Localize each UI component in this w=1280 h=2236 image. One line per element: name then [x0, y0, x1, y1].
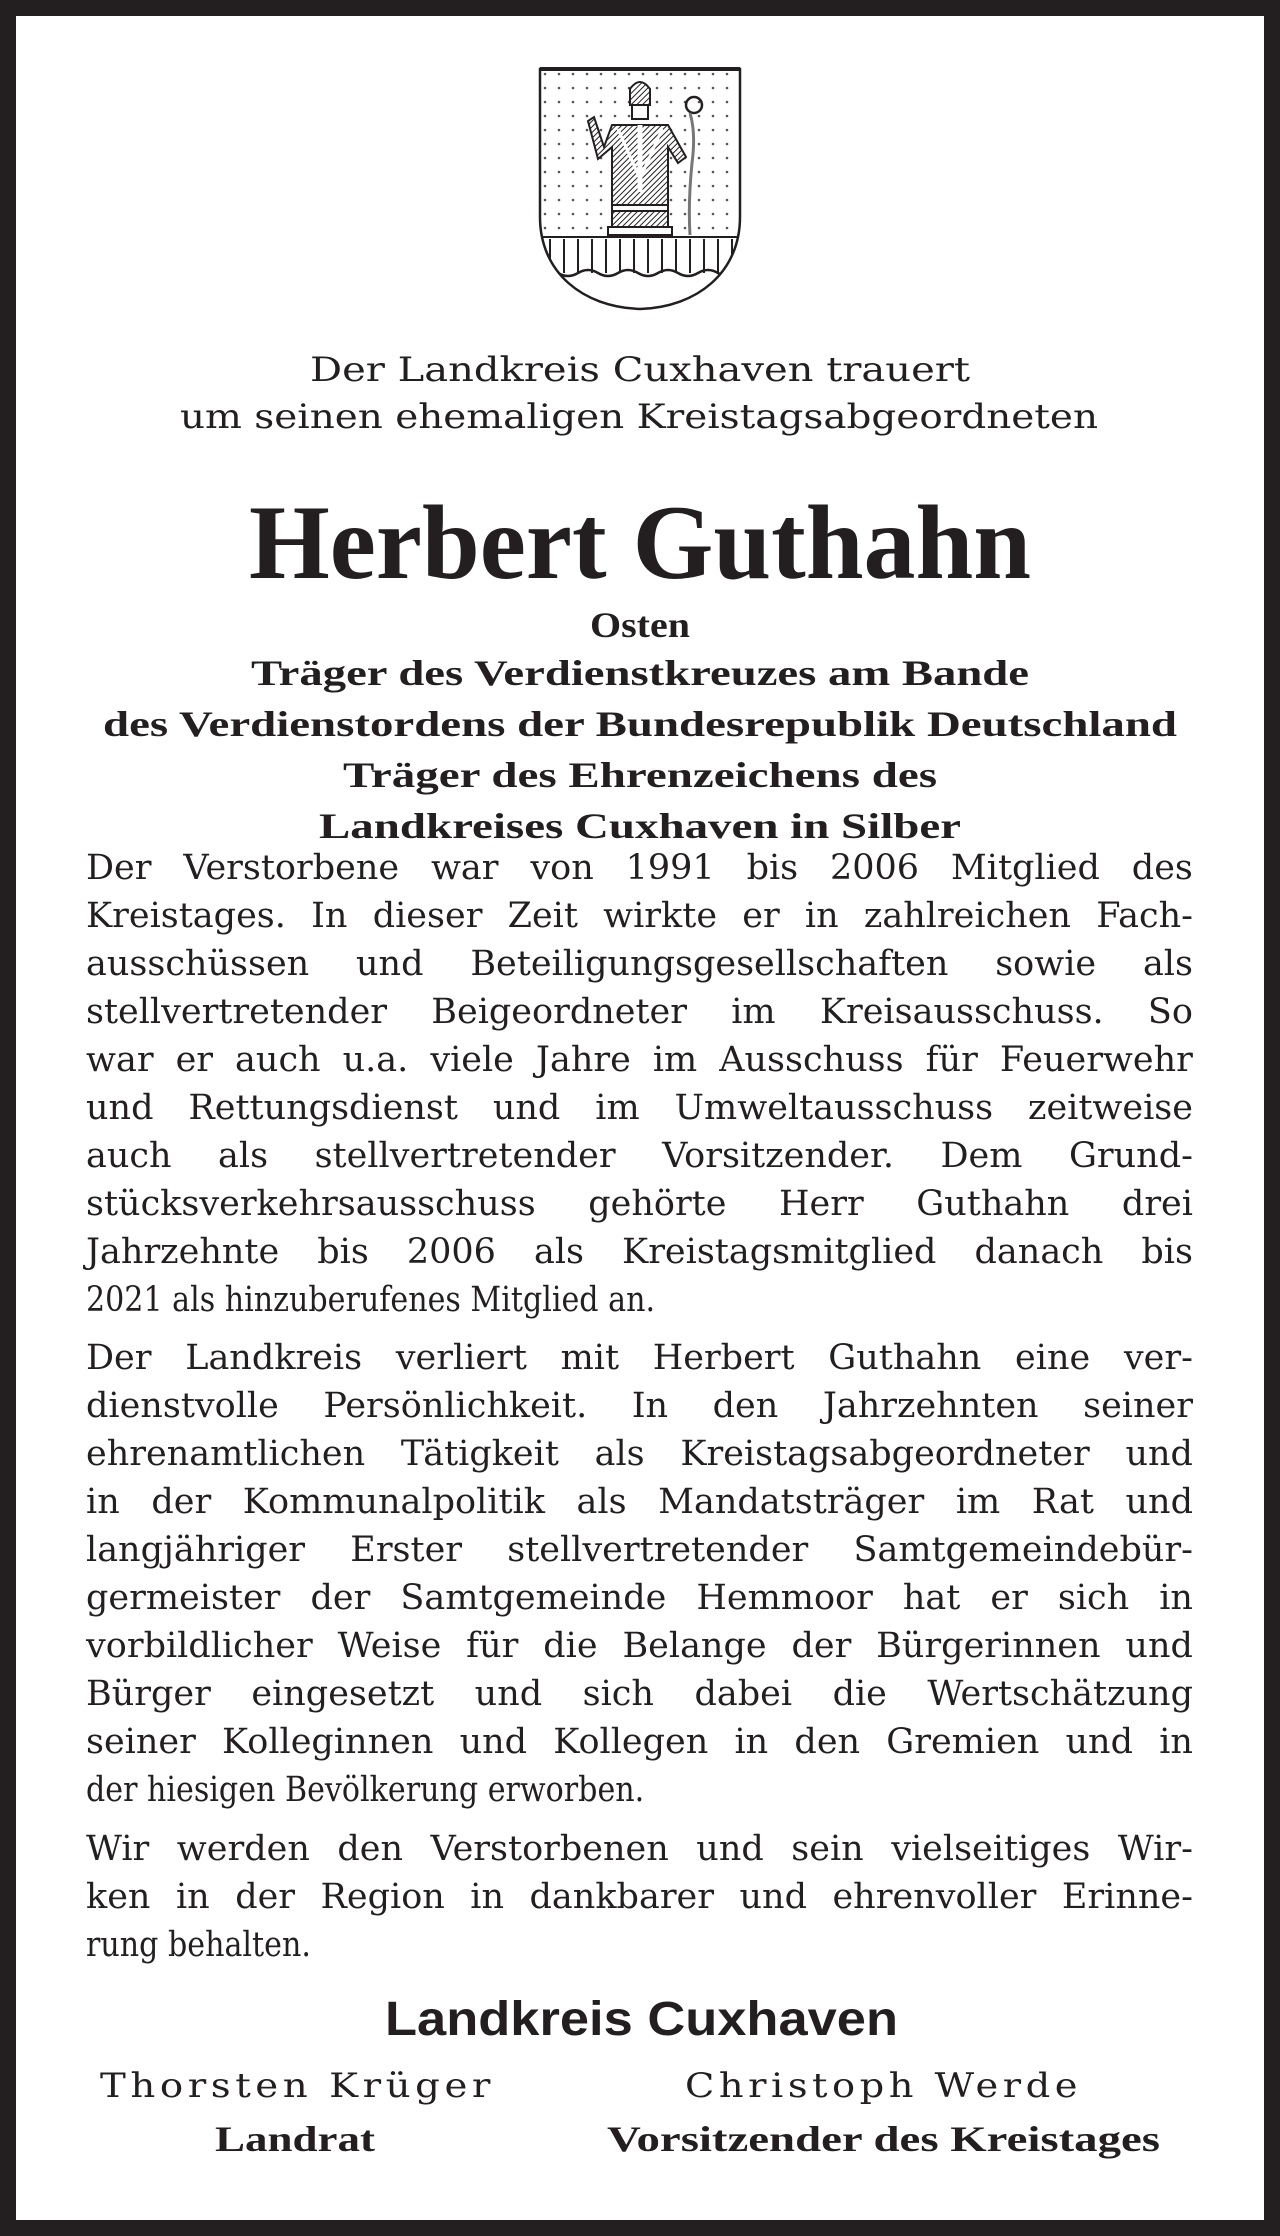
body-line: ausschüssen und Beteiligungsgesellschaften sowie als: [86, 944, 1193, 984]
honor-line-2: des Verdienstordens der Bundesrepublik Deutschland: [103, 704, 1177, 744]
body-line: langjähriger Erster stellvertretender Samtgemeindebür-: [86, 1530, 1193, 1570]
body-line: rung behalten.: [86, 1925, 311, 1965]
body-line: und Rettungsdienst und im Umweltausschuss zeitweise: [86, 1088, 1193, 1128]
honor-line-1: Träger des Verdienstkreuzes am Bande: [251, 653, 1029, 693]
body-line: ehrenamtlichen Tätigkeit als Kreistagsabgeordneter und: [86, 1434, 1193, 1474]
deceased-name: Herbert Guthahn: [249, 484, 1031, 601]
body-line: germeister der Samtgemeinde Hemmoor hat er sich in: [86, 1578, 1193, 1618]
body-line: der hiesigen Bevölkerung erworben.: [86, 1770, 645, 1810]
body-line: stellvertretender Beigeordneter im Kreisausschuss. So: [86, 992, 1193, 1032]
body-line: Bürger eingesetzt und sich dabei die Wertschätzung: [86, 1674, 1193, 1714]
obituary-page: [16, 16, 1264, 2220]
body-line: Wir werden den Verstorbenen und sein vielseitiges Wir-: [86, 1829, 1193, 1869]
body-line: in der Kommunalpolitik als Mandatsträger im Rat und: [86, 1482, 1193, 1522]
body-line: war er auch u.a. viele Jahre im Ausschuss für Feuerwehr: [86, 1040, 1193, 1080]
body-line: dienstvolle Persönlichkeit. In den Jahrzehnten seiner: [86, 1386, 1193, 1426]
body-line: seiner Kolleginnen und Kollegen in den Gremien und in: [86, 1722, 1193, 1762]
signature-title-left: Landrat: [215, 2119, 375, 2159]
honor-line-4: Landkreises Cuxhaven in Silber: [319, 806, 961, 846]
sender-name: Landkreis Cuxhaven: [385, 1993, 898, 2046]
signature-name-right: Christoph Werde: [685, 2066, 1082, 2106]
intro-line-2: um seinen ehemaligen Kreistagsabgeordneten: [180, 397, 1098, 437]
body-line: stücksverkehrsausschuss gehörte Herr Guthahn drei: [86, 1184, 1193, 1224]
body-line: Jahrzehnte bis 2006 als Kreistagsmitglied danach bis: [86, 1232, 1193, 1272]
signature-title-right: Vorsitzender des Kreistages: [607, 2119, 1160, 2159]
honor-line-3: Träger des Ehrenzeichens des: [343, 755, 937, 795]
body-line: auch als stellvertretender Vorsitzender. Dem Grund-: [86, 1136, 1193, 1176]
signature-name-left: Thorsten Krüger: [100, 2066, 495, 2106]
body-line: Kreistages. In dieser Zeit wirkte er in zahlreichen Fach-: [86, 896, 1193, 936]
body-line: 2021 als hinzuberufenes Mitglied an.: [86, 1280, 656, 1320]
body-line: Der Verstorbene war von 1991 bis 2006 Mitglied des: [86, 848, 1193, 888]
body-line: vorbildlicher Weise für die Belange der Bürgerinnen und: [86, 1626, 1193, 1666]
body-line: Der Landkreis verliert mit Herbert Guthahn eine ver-: [86, 1338, 1193, 1378]
deceased-place: Osten: [590, 605, 690, 645]
coat-of-arms-icon: [538, 67, 742, 311]
intro-line-1: Der Landkreis Cuxhaven trauert: [310, 350, 970, 390]
body-line: ken in der Region in dankbarer und ehrenvoller Erinne-: [86, 1877, 1193, 1917]
